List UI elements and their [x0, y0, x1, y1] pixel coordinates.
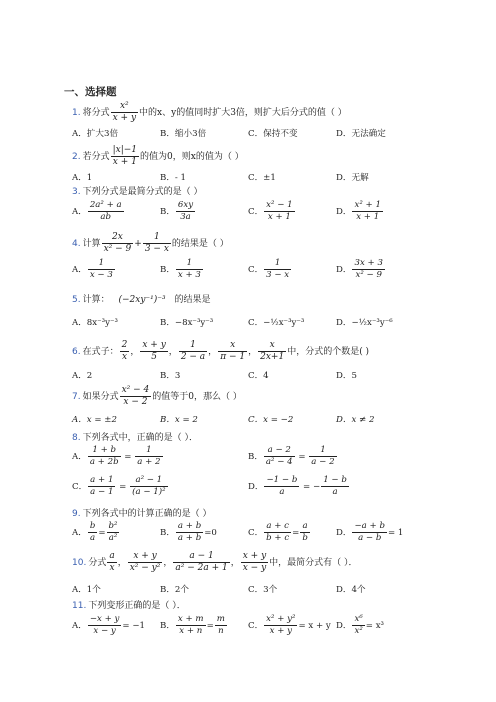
question-9: 9. 下列各式中的计算正确的是（ ）	[72, 509, 212, 519]
question-3: 3. 下列分式是最简分式的是（ ）	[72, 187, 203, 197]
option-b[interactable]: B．3	[160, 371, 181, 381]
option-a[interactable]: A． $\frac{1}{x - 3}$	[72, 258, 113, 280]
question-11: 11. 下列变形正确的是（ ）．	[72, 601, 186, 611]
option-d[interactable]: D． $\frac{\text{x² + 1}}{x + 1}$	[336, 200, 381, 222]
question-4: 4. 计算 $\frac{2x}{\text{x² − 9}}$ + $\frac{1}{3 - x}$ 的结果是（ ）	[72, 232, 229, 254]
option-c[interactable]: C． $\frac{\text{x² − 1}}{x + 1}$	[248, 200, 293, 222]
option-a[interactable]: A． $\frac{-x + y}{x - y}$ = −1	[72, 614, 145, 636]
option-d[interactable]: D． $\frac{3x + 3}{\text{x² − 9}}$	[336, 258, 383, 280]
option-c[interactable]: C．−½x⁻³y⁻³	[248, 318, 305, 328]
question-5: 5. 计算： (−2xy⁻¹)⁻³ 的结果是	[72, 295, 211, 305]
option-b[interactable]: B． $\frac{6xy}{3a}$	[160, 200, 194, 222]
option-d[interactable]: D． $\frac{-1 - b}{a}$ = − $\frac{1 - b}{a}$	[248, 475, 347, 497]
option-b[interactable]: B．- 1	[160, 173, 187, 183]
option-b[interactable]: B． $\frac{a - 2}{\text{a² − 4}}$ = $\frac{1}{a - 2}$	[248, 445, 335, 467]
question-7: 7. 如果分式 $\frac{\text{x² − 4}}{x - 2}$ 的值等于0，那么（ ）	[72, 385, 242, 407]
option-b[interactable]: B．2个	[160, 585, 189, 595]
option-b[interactable]: B． $\frac{1}{x + 3}$	[160, 258, 201, 280]
option-d[interactable]: D．无法确定	[336, 129, 386, 139]
option-b[interactable]: B．−8x⁻³y⁻³	[160, 318, 214, 328]
option-c[interactable]: C． $\frac{a + 1}{a - 1}$ = $\frac{\text{a² − 1}}{\text{(a − 1)²}}$	[72, 475, 166, 497]
option-a[interactable]: A．1	[72, 173, 93, 183]
option-c[interactable]: C．±1	[248, 173, 276, 183]
option-a[interactable]: A． $\frac{\text{2a² + a}}{ab}$	[72, 200, 122, 222]
section-title: 一、选择题	[64, 86, 117, 98]
option-d[interactable]: D．无解	[336, 173, 369, 183]
option-c[interactable]: C． $\frac{\text{x² + y²}}{x + y}$ = x + y	[248, 614, 331, 636]
option-a[interactable]: A．1个	[72, 585, 101, 595]
option-b[interactable]: B． $\frac{x + m}{x + n}$ = $\frac{m}{n}$	[160, 614, 225, 636]
option-a[interactable]: A．扩大3倍	[72, 129, 119, 139]
option-a[interactable]: A．8x⁻³y⁻³	[72, 318, 118, 328]
question-10: 10. 分式 $\frac{a}{x}$ ， $\frac{x + y}{\text{x² − y²}}$ ， $\frac{a - 1}{\text{a² − 2a + 1}}$ ， $\frac{x + y}{x - y}$ 中，最简分式有（ ）．	[72, 551, 358, 573]
option-a[interactable]: A． $\frac{1 + b}{a + 2b}$ = $\frac{1}{a + 2}$	[72, 445, 161, 467]
option-b[interactable]: B． $\frac{a + b}{a + b}$ =0	[160, 521, 217, 543]
option-c[interactable]: C．3个	[248, 585, 278, 595]
option-d[interactable]: D． $\frac{\text{x⁶}}{\text{x²}}$ = x³	[336, 614, 385, 636]
option-a[interactable]: A． $\frac{b}{a}$ = $\frac{\text{b²}}{\text{a²}}$	[72, 521, 118, 543]
option-d[interactable]: D． $\frac{-a + b}{a - b}$ = 1	[336, 521, 404, 543]
option-b[interactable]: B．x = 2	[160, 415, 198, 425]
question-2: 2. 若分式 $\frac{|x|-1}{x + 1}$ 的值为0，则x的值为（ ）	[72, 145, 244, 167]
question-6: 6. 在式子： $\frac{2}{x}$ ， $\frac{x + y}{5}$ ， $\frac{1}{2 - a}$ ， $\frac{x}{\pi - 1}$ ， $\frac{x}{2x+1}$ 中，分式的个数是( )	[72, 340, 370, 362]
option-d[interactable]: D．5	[336, 371, 357, 381]
option-a[interactable]: A．2	[72, 371, 93, 381]
option-a[interactable]: A．x = ±2	[72, 415, 117, 425]
option-d[interactable]: D．x ≠ 2	[336, 415, 375, 425]
expression: (−2xy⁻¹)⁻³	[118, 295, 166, 305]
option-b[interactable]: B．缩小3倍	[160, 129, 207, 139]
option-c[interactable]: C． $\frac{1}{3 - x}$	[248, 258, 290, 280]
question-8: 8. 下列各式中，正确的是（ ）．	[72, 433, 198, 443]
option-c[interactable]: C． $\frac{a + c}{b + c}$ = $\frac{a}{b}$	[248, 521, 308, 543]
option-c[interactable]: C．4	[248, 371, 269, 381]
option-c[interactable]: C．保持不变	[248, 129, 298, 139]
question-1: 1. 将分式 $\frac{\text{x²}}{x + y}$ 中的x、y的值同时扩大3倍，则扩大后分式的值（ ）	[72, 101, 347, 123]
option-c[interactable]: C．x = −2	[248, 415, 294, 425]
option-d[interactable]: D．4个	[336, 585, 366, 595]
option-d[interactable]: D．−½x⁻³y⁻⁶	[336, 318, 393, 328]
